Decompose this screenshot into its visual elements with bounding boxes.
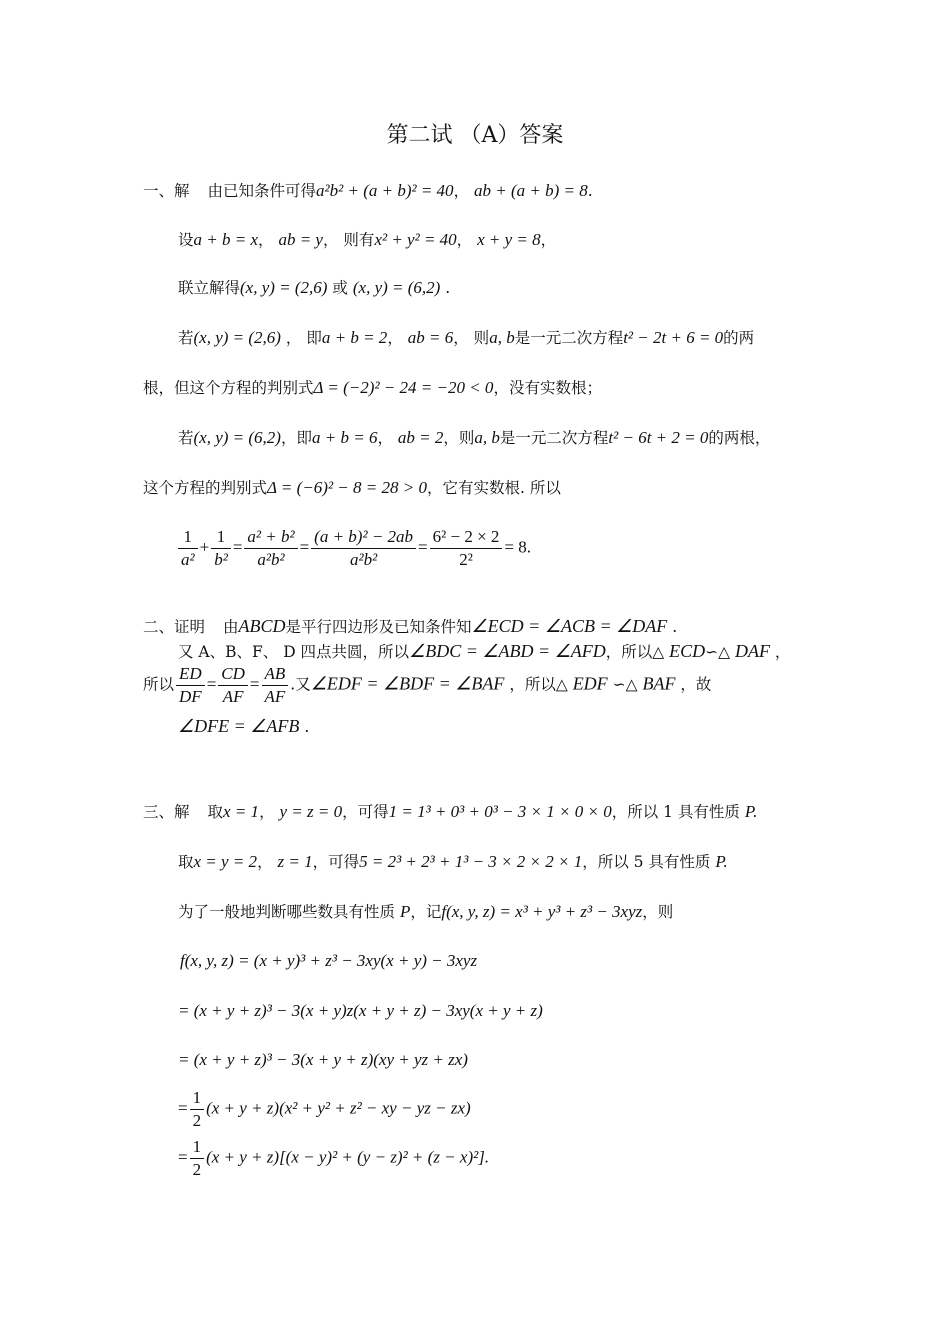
p1-line-2: 设a + b = x， ab = y， 则有x² + y² = 40， x + y = 8，: [178, 230, 557, 249]
p2-text: ，所以△: [605, 643, 665, 661]
p3-eq: 1 = 1³ + 0³ + 0³ − 3 × 1 × 0 × 0: [388, 802, 612, 821]
p2-label: 二、证明: [143, 618, 206, 636]
fraction: $\frac{\text{(a + b)² − 2ab}}{\text{a²b²}}$: [311, 526, 416, 571]
p1-eq: t² − 6t + 2 = 0: [608, 428, 709, 447]
p1-fraction-line: $\frac{1}{\text{a²}}$ + $\frac{1}{\text{b²}}$ = $\frac{\text{a² + b²}}{\text{a²b²}}$ = $\frac{\text{(a + b)² − 2ab}}{\text{a²b²}}$ = $\frac{\text{6² − 2 × 2}}{\text{2²}}$ = 8.: [176, 526, 531, 571]
fraction: $\frac{\text{a² + b²}}{\text{a²b²}}$: [244, 526, 297, 571]
p1-text: 这个方程的判别式: [143, 479, 268, 497]
p1-line-1: 一、解 由已知条件可得a²b² + (a + b)² = 40， ab + (a + b) = 8.: [143, 181, 593, 200]
p1-line-6: 若(x, y) = (6,2)，即a + b = 6， ab = 2，则a, b是一元二次方程t² − 6t + 2 = 0的两根，: [178, 428, 771, 447]
p1-eq: (x, y) = (2,6): [193, 328, 281, 347]
p1-text: 是一元二次方程: [499, 429, 609, 447]
p3-eq: = (x + y + z)³ − 3(x + y + z)(xy + yz + zx): [178, 1050, 468, 1069]
p1-eq: (x, y) = (6,2): [193, 428, 281, 447]
p2-text: ，所以△: [509, 675, 568, 694]
page-title: 第二试 （A）答案: [386, 123, 564, 148]
p1-text: 若: [178, 429, 194, 447]
p1-eq: a + b = x: [193, 230, 259, 249]
p3-eq: P.: [744, 802, 758, 821]
p1-text: 联立解得: [178, 279, 241, 297]
p1-eq: (x, y) = (6,2): [352, 278, 441, 297]
p1-eq: x + y = 8: [477, 230, 541, 249]
p1-eq: a²b² + (a + b)² = 40: [316, 181, 454, 200]
p2-line-3: 所以 $\frac{ED}{DF}$ = $\frac{CD}{AF}$ = $\frac{AB}{AF}$ .又∠EDF = ∠BDF = ∠BAF ，所以△ EDF ∽△ BAF ，故: [143, 664, 712, 706]
p3-text: 取: [207, 803, 224, 821]
p1-eq: ab = 2: [397, 428, 444, 447]
fraction: $\frac{1}{\text{a²}}$: [178, 526, 198, 571]
p3-text: 为了一般地判断哪些数具有性质: [178, 903, 396, 921]
p1-eq: ab + (a + b) = 8: [474, 181, 588, 200]
p3-text: ，可得: [342, 803, 389, 821]
p1-eq: a, b: [489, 328, 515, 347]
p3-line-8: = $\frac{1}{2}$ (x + y + z)[(x − y)² + (y − z)² + (z − x)²].: [178, 1137, 490, 1179]
fraction: $\frac{1}{\text{b²}}$: [211, 526, 231, 571]
p1-text: 根，但这个方程的判别式: [143, 379, 314, 397]
p2-eq: ECD: [669, 641, 706, 661]
fraction: $\frac{1}{2}$: [190, 1087, 205, 1132]
p2-text: 所以: [143, 675, 175, 694]
p3-eq: P.: [715, 852, 728, 871]
result: = 8.: [504, 537, 532, 557]
p3-eq: (x + y + z)[(x − y)² + (y − z)² + (z − x)²].: [206, 1147, 490, 1167]
p2-text: .又: [290, 675, 311, 694]
p3-line-3: [178, 901, 673, 923]
p3-eq: x = 1: [223, 802, 260, 821]
p1-eq: (x, y) = (2,6): [240, 278, 328, 297]
p3-label: 三、解: [143, 803, 190, 821]
p3-eq: f(x, y, z) = x³ + y³ + z³ − 3xyz: [441, 902, 643, 921]
p2-eq: ABCD: [238, 616, 286, 636]
p2-text: 是平行四边形及已知条件知: [285, 618, 472, 636]
p1-text: 的两: [723, 329, 755, 347]
p3-eq: (x + y + z)(x² + y² + z² − xy − yz − zx): [206, 1098, 471, 1118]
fraction: $\frac{1}{2}$: [190, 1136, 205, 1181]
p2-line-2: 又 A、B、F、 D 四点共圆，所以∠BDC = ∠ABD = ∠AFD，所以△ ECD∽△ DAF ，: [178, 641, 791, 661]
p1-eq: x² + y² = 40: [374, 230, 457, 249]
p2-eq: ∠BDC = ∠ABD = ∠AFD: [409, 641, 606, 661]
p3-line-1: 三、解 取x = 1， y = z = 0，可得1 = 1³ + 0³ + 0³ − 3 × 1 × 0 × 0，所以 1 具有性质 P.: [143, 802, 758, 821]
p1-text: 则: [473, 329, 490, 347]
p2-eq: BAF: [642, 673, 676, 694]
p2-eq: ∠ECD = ∠ACB = ∠DAF: [471, 616, 668, 636]
p3-eq: 5 = 2³ + 2³ + 1³ − 3 × 2 × 2 × 1: [359, 852, 583, 871]
p1-eq: ab = 6: [407, 328, 454, 347]
p2-text: ∽△: [705, 643, 731, 661]
p1-label: 一、解: [143, 182, 190, 200]
p3-eq: P: [399, 902, 411, 921]
p1-text: ，则: [443, 429, 475, 447]
p1-eq: a + b = 2: [321, 328, 388, 347]
p1-text: 的两根，: [708, 429, 771, 447]
p3-text: 取: [178, 853, 194, 871]
p1-text: ，没有实数根；: [493, 379, 602, 397]
p1-eq: Δ = (−2)² − 24 = −20 < 0: [313, 378, 494, 397]
p1-eq: ab = y: [278, 230, 323, 249]
p3-eq: y = z = 0: [279, 802, 343, 821]
p3-text: ，所以 1 具有性质: [611, 803, 740, 821]
p1-line-3: 联立解得(x, y) = (2,6) 或 (x, y) = (6,2) .: [178, 278, 451, 297]
p3-eq: f(x, y, z) = (x + y)³ + z³ − 3xy(x + y) − 3xyz: [180, 951, 478, 970]
p3-line-7: = $\frac{1}{2}$ (x + y + z)(x² + y² + z² − xy − yz − zx): [178, 1088, 471, 1130]
p1-text: 则有: [343, 231, 375, 249]
p1-text: 或: [332, 279, 348, 297]
p1-text: 即: [306, 329, 322, 347]
p3-text: ，记: [410, 903, 442, 921]
p2-eq: ∠EDF = ∠BDF = ∠BAF: [310, 673, 505, 694]
p3-line-6: [178, 1049, 468, 1071]
p2-line-1: 二、证明 由ABCD是平行四边形及已知条件知∠ECD = ∠ACB = ∠DAF .: [143, 616, 678, 636]
p3-eq: = (x + y + z)³ − 3(x + y)z(x + y + z) − 3xy(x + y + z): [178, 1001, 543, 1020]
p1-eq: a + b = 6: [312, 428, 378, 447]
p1-text: ，即: [280, 429, 312, 447]
p1-text: 是一元二次方程: [514, 329, 624, 347]
p1-eq: a, b: [474, 428, 500, 447]
p3-eq: z = 1: [277, 852, 313, 871]
p1-text: 若: [178, 329, 194, 347]
p1-eq: Δ = (−6)² − 8 = 28 > 0: [267, 478, 427, 497]
p2-eq: EDF: [572, 673, 608, 694]
p2-line-4: ∠DFE = ∠AFB .: [178, 716, 310, 736]
p3-line-2: 取x = y = 2， z = 1，可得5 = 2³ + 2³ + 1³ − 3 × 2 × 2 × 1，所以 5 具有性质 P.: [178, 852, 728, 871]
fraction: $\frac{\text{6² − 2 × 2}}{\text{2²}}$: [430, 526, 503, 571]
p2-eq: DAF: [734, 641, 770, 661]
fraction: $\frac{CD}{AF}$: [218, 663, 248, 708]
p1-text: 由已知条件可得: [207, 182, 317, 200]
p2-text: 由: [223, 618, 239, 636]
p2-text: ∽△: [612, 675, 638, 694]
p1-line-5: [143, 377, 602, 399]
p3-eq: x = y = 2: [193, 852, 258, 871]
p2-eq: ∠DFE = ∠AFB: [178, 716, 300, 736]
fraction: $\frac{AB}{AF}$: [262, 663, 289, 708]
p3-line-4: [180, 950, 477, 972]
fraction: $\frac{ED}{DF}$: [176, 663, 205, 708]
p3-text: ，可得: [312, 853, 360, 871]
p1-eq: t² − 2t + 6 = 0: [623, 328, 724, 347]
p3-line-5: [178, 1000, 543, 1022]
p1-text: 设: [178, 231, 194, 249]
p1-line-7: [143, 477, 561, 499]
p3-text: ，所以 5 具有性质: [582, 853, 711, 871]
p1-line-4: 若(x, y) = (2,6) ， 即a + b = 2， ab = 6， 则a, b是一元二次方程t² − 2t + 6 = 0的两: [178, 328, 755, 347]
p3-text: ，则: [642, 903, 674, 921]
p2-text: 又 A、B、F、 D 四点共圆，所以: [178, 643, 410, 661]
p2-text: ，故: [680, 675, 712, 694]
p1-text: ，它有实数根. 所以: [426, 479, 561, 497]
